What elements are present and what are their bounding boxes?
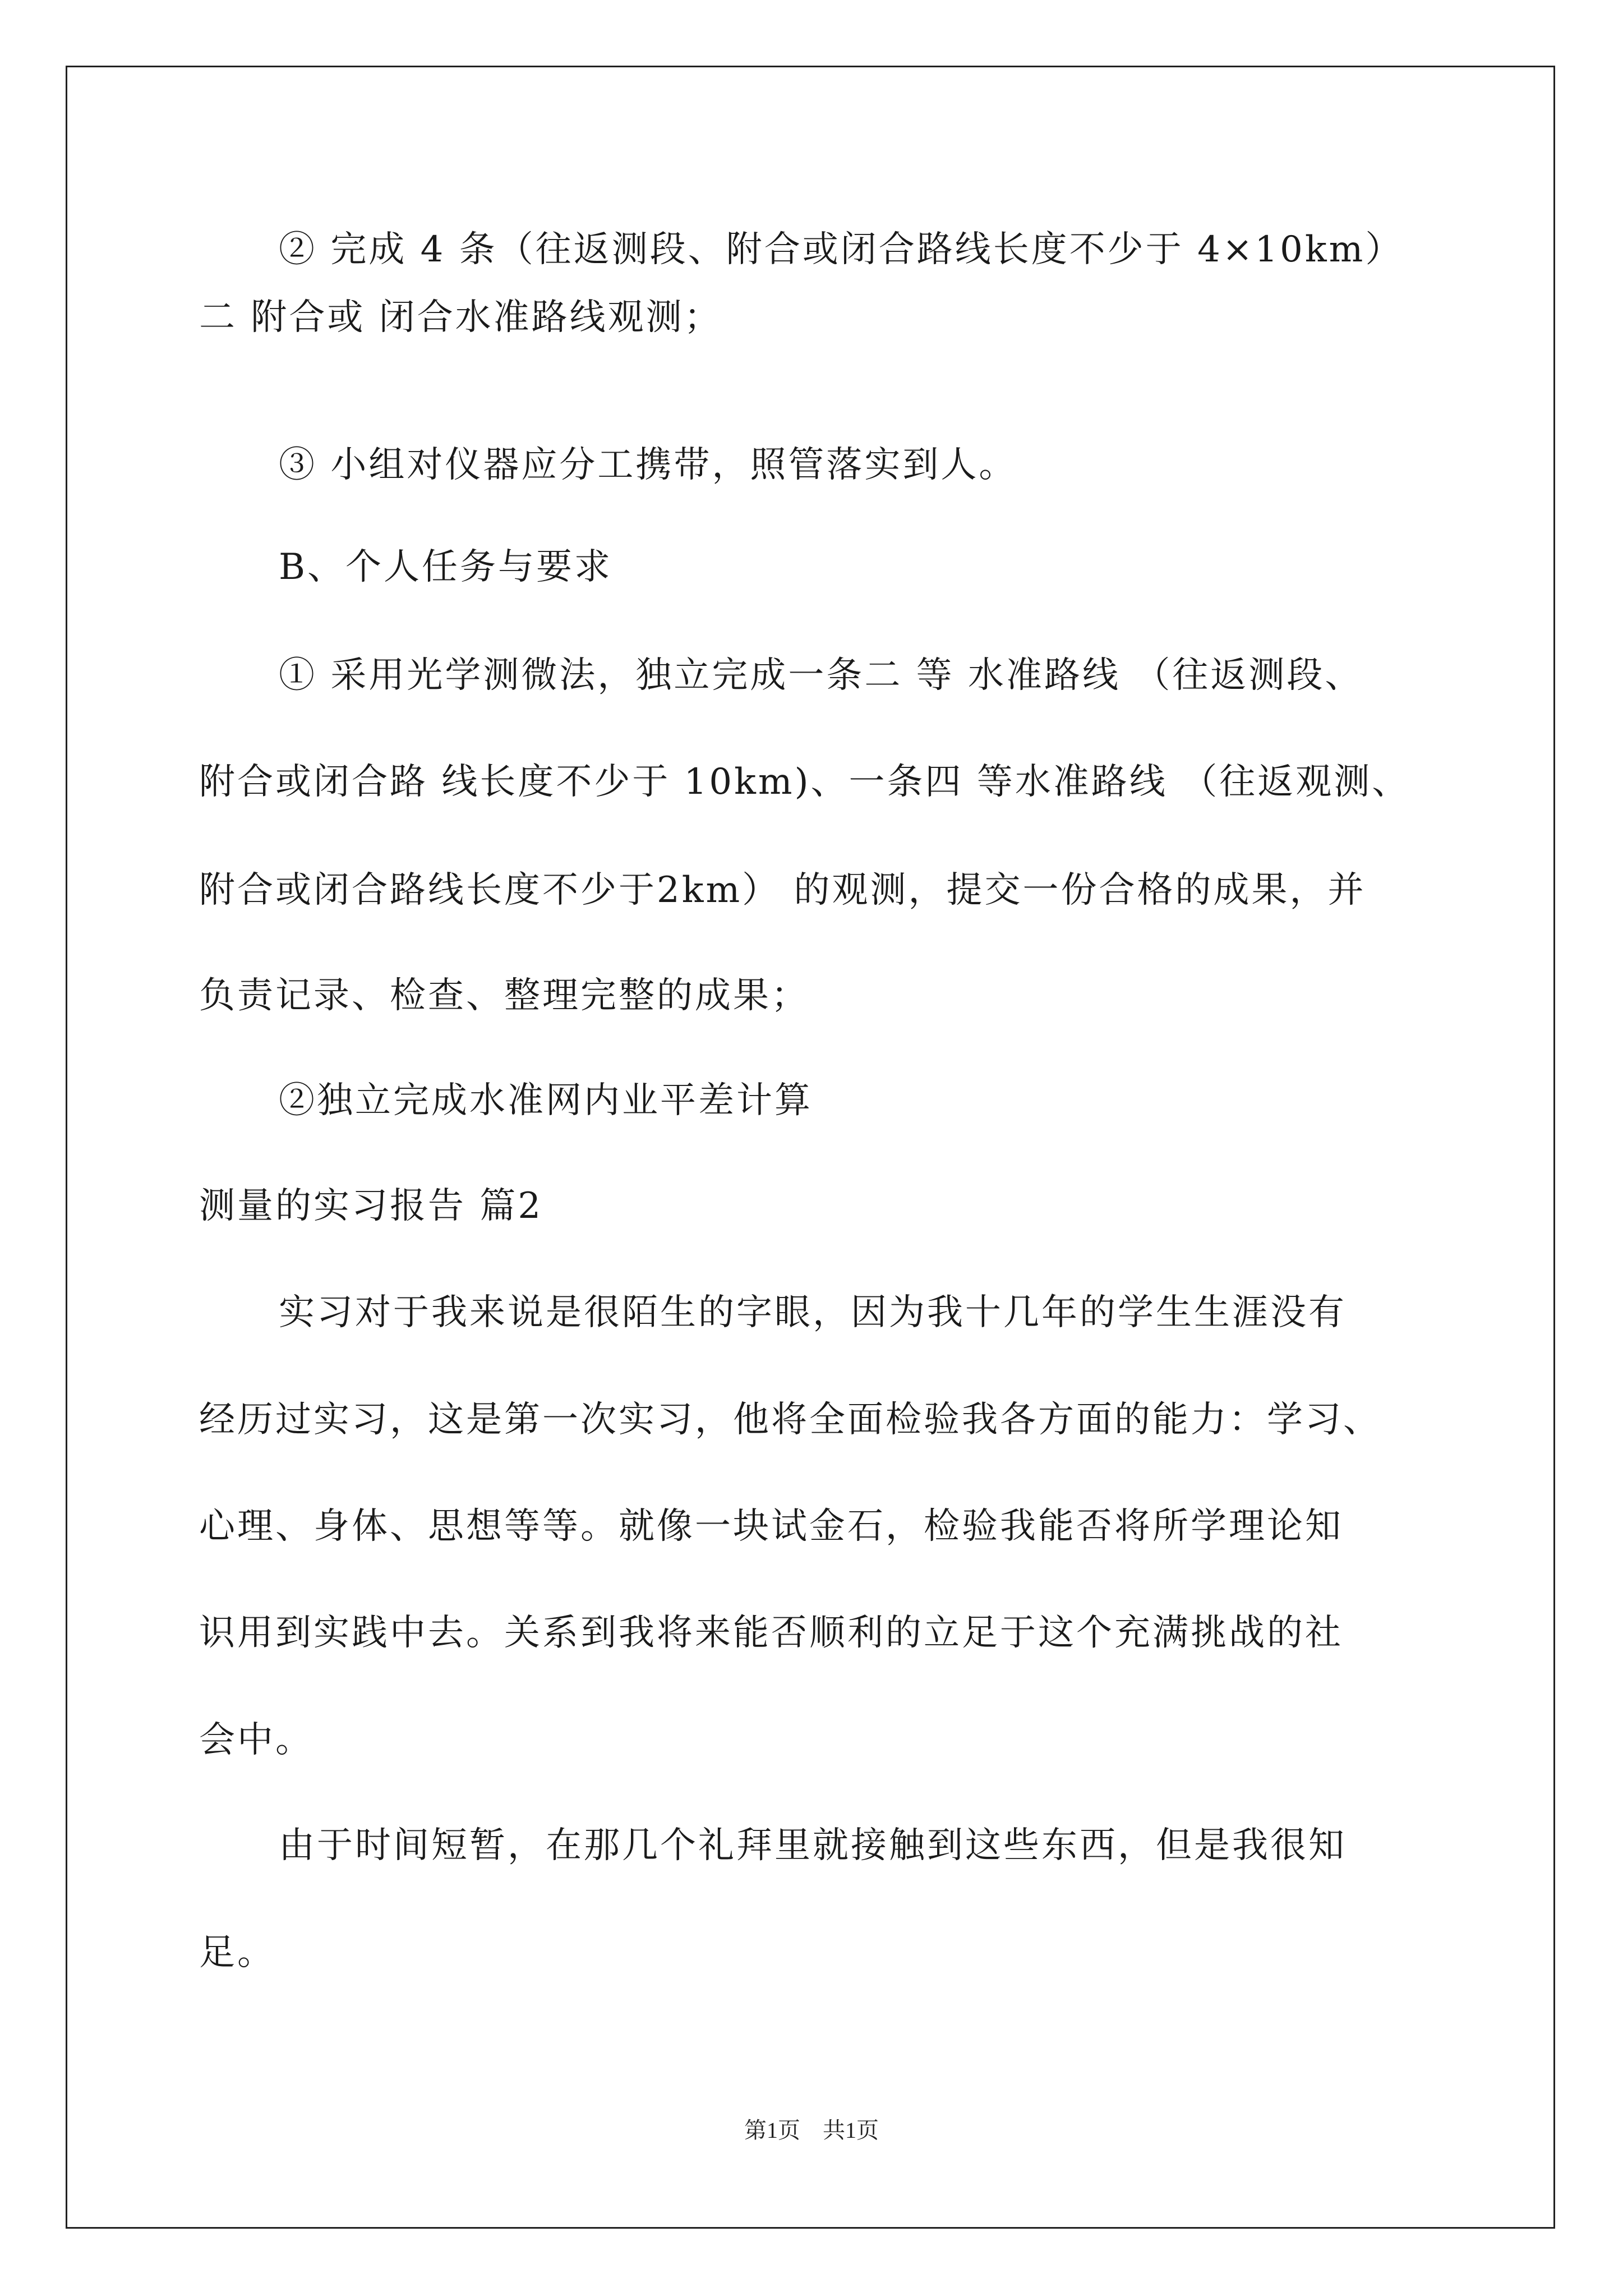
- text-line-12: 经历过实习，这是第一次实习，他将全面检验我各方面的能力：学习、: [199, 1399, 1381, 1441]
- page-border: [66, 66, 1555, 2229]
- text-line-1: ② 完成 4 条（往返测段、附合或闭合路线长度不少于 4×10km）: [279, 229, 1404, 270]
- text-line-6: 附合或闭合路 线长度不少于 10km)、一条四 等水准路线 （往返观测、: [199, 761, 1410, 803]
- text-line-3: ③ 小组对仪器应分工携带，照管落实到人。: [279, 444, 1017, 486]
- text-line-16: 由于时间短暂，在那几个礼拜里就接触到这些东西，但是我很知: [279, 1825, 1347, 1866]
- text-line-17: 足。: [199, 1932, 275, 1973]
- text-line-5: ① 采用光学测微法，独立完成一条二 等 水准路线 （往返测段、: [279, 655, 1363, 696]
- text-line-13: 心理、身体、思想等等。就像一块试金石，检验我能否将所学理论知: [199, 1506, 1343, 1547]
- text-line-2: 二 附合或 闭合水准路线观测；: [199, 297, 722, 338]
- text-line-8: 负责记录、检查、整理完整的成果；: [199, 975, 809, 1016]
- text-line-9: ②独立完成水准网内业平差计算: [279, 1080, 813, 1121]
- section-title-part2: 测量的实习报告 篇2: [199, 1185, 543, 1227]
- section-heading-b: B、个人任务与要求: [279, 546, 613, 588]
- text-line-14: 识用到实践中去。关系到我将来能否顺利的立足于这个充满挑战的社: [199, 1612, 1343, 1654]
- page-footer: 第1页 共1页: [744, 2118, 879, 2143]
- text-line-7: 附合或闭合路线长度不少于2km） 的观测，提交一份合格的成果，并: [199, 869, 1366, 911]
- text-line-11: 实习对于我来说是很陌生的字眼，因为我十几年的学生生涯没有: [279, 1292, 1347, 1333]
- text-line-15: 会中。: [199, 1719, 313, 1761]
